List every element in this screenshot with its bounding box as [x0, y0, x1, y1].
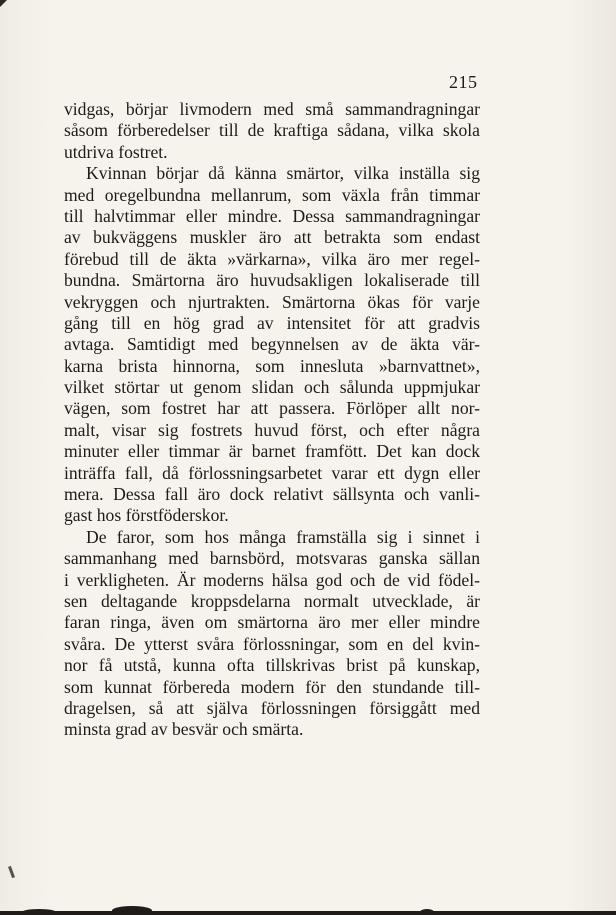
text-line: sammanhang med barnsbörd, motsvaras ganska sällan	[64, 548, 480, 569]
text-line: mera. Dessa fall äro dock relativt sällsynta och vanli-	[64, 484, 480, 505]
text-line: karna brista hinnorna, som innesluta »barnvattnet»,	[64, 355, 480, 376]
text-line: vidgas, börjar livmodern med små sammandragningar	[64, 99, 480, 119]
text-line: minuter eller timmar är barnet framfött. Det kan dock	[64, 441, 480, 462]
text-line: av bukväggens muskler äro att betrakta som endast	[64, 227, 480, 248]
text-line: vägen, som fostret har att passera. Förlöper allt nor-	[64, 398, 480, 419]
corner-mark	[0, 0, 7, 7]
text-line: i verkligheten. Är moderns hälsa god och de vid födel-	[64, 569, 480, 590]
text-line: Kvinnan börjar då känna smärtor, vilka inställa sig	[86, 163, 480, 184]
text-line: svåra. De ytterst svåra förlossningar, som en del kvin-	[64, 633, 480, 654]
body-text	[64, 99, 480, 741]
text-line: sen deltagande kroppsdelarna normalt utvecklade, är	[64, 590, 480, 611]
bottom-edge-blob	[22, 909, 56, 915]
text-line: faran ringa, även om smärtorna äro mer eller mindre	[64, 612, 480, 633]
text-line: som kunnat förbereda modern för den stundande till-	[64, 676, 480, 697]
text-line: vilket störtar ut genom slidan och sålunda uppmjukar	[64, 377, 480, 398]
text-line: nor få utstå, kunna ofta tillskrivas brist på kunskap,	[64, 655, 480, 676]
text-line: såsom förberedelser till de kraftiga sådana, vilka skola	[64, 120, 480, 141]
bottom-edge-blob	[420, 909, 434, 915]
bottom-edge	[0, 911, 616, 915]
text-line: till halvtimmar eller mindre. Dessa sammandragningar	[64, 205, 480, 226]
text-line: minsta grad av besvär och smärta.	[64, 719, 304, 740]
text-line: bundna. Smärtorna äro huvudsakligen lokaliserade till	[64, 270, 480, 291]
text-line: gast hos förstföderskor.	[64, 505, 229, 526]
text-line: malt, visar sig fostrets huvud först, och efter några	[64, 419, 480, 440]
text-line: förebud till de äkta »värkarna», vilka äro mer regel-	[64, 248, 480, 269]
text-line: dragelsen, så att själva förlossningen försiggått med	[64, 697, 480, 718]
text-line: med oregelbundna mellanrum, som växla från timmar	[64, 184, 480, 205]
text-line: vekryggen och njurtrakten. Smärtorna ökas för varje	[64, 291, 480, 312]
text-line: avtaga. Samtidigt med begynnelsen av de äkta vär-	[64, 334, 480, 355]
text-line: utdriva fostret.	[64, 141, 168, 162]
text-line: inträffa fall, då förlossningsarbetet varar ett dygn eller	[64, 462, 480, 483]
text-line: De faror, som hos många framställa sig i sinnet i	[86, 526, 480, 547]
margin-mark	[8, 866, 15, 878]
bottom-edge-blob	[112, 906, 152, 915]
page-number: 215	[449, 72, 478, 92]
text-line: gång till en hög grad av intensitet för att gradvis	[64, 312, 480, 333]
